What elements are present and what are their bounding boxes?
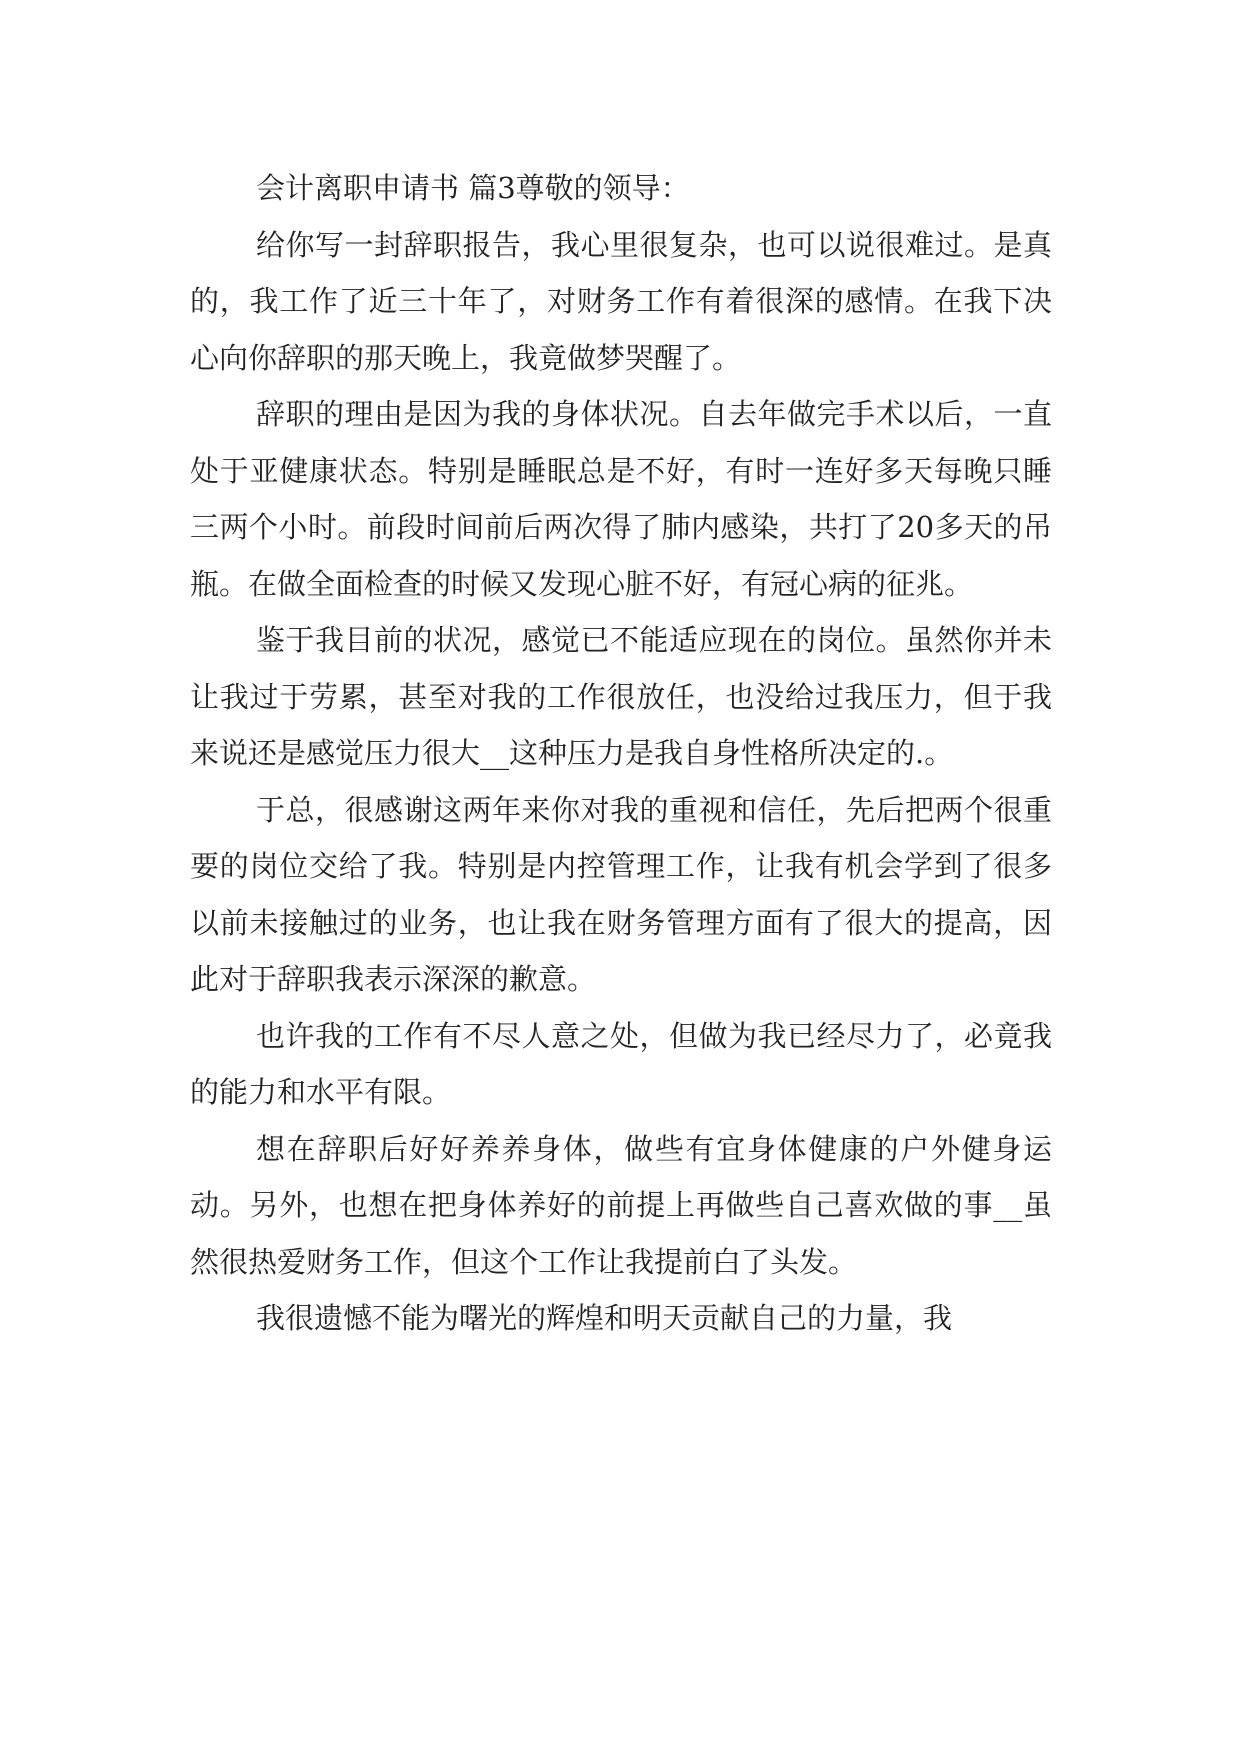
paragraph: 给你写一封辞职报告，我心里很复杂，也可以说很难过。是真的，我工作了近三十年了，对财务工作有着很深的感情。在我下决心向你辞职的那天晚上，我竟做梦哭醒了。 xyxy=(190,227,1052,375)
title-line: 会计离职申请书 篇3尊敬的领导： xyxy=(256,171,690,205)
paragraph: 辞职的理由是因为我的身体状况。自去年做完手术以后，一直处于亚健康状态。特别是睡眠总是不好，有时一连好多天每晚只睡三两个小时。前段时间前后两次得了肺内感染，共打了20多天的吊瓶。在做全面检查的时候又发现心脏不好，有冠心病的征兆。 xyxy=(190,397,1052,601)
paragraph: 鉴于我目前的状况，感觉已不能适应现在的岗位。虽然你并未让我过于劳累，甚至对我的工作很放任，也没给过我压力，但于我来说还是感觉压力很大__这种压力是我自身性格所决定的.。 xyxy=(190,623,1052,770)
paragraph: 想在辞职后好好养养身体，做些有宜身体健康的户外健身运动。另外，也想在把身体养好的前提上再做些自己喜欢做的事__虽然很热爱财务工作，但这个工作让我提前白了头发。 xyxy=(190,1131,1052,1279)
paragraph: 于总，很感谢这两年来你对我的重视和信任，先后把两个很重要的岗位交给了我。特别是内控管理工作，让我有机会学到了很多以前未接触过的业务，也让我在财务管理方面有了很大的提高，因此对于辞职我表示深深的歉意。 xyxy=(190,792,1052,996)
paragraph: 也许我的工作有不尽人意之处，但做为我已经尽力了，必竟我的能力和水平有限。 xyxy=(190,1018,1052,1109)
document-body xyxy=(190,160,1052,1347)
paragraph: 我很遗憾不能为曙光的辉煌和明天贡献自己的力量，我 xyxy=(256,1301,953,1335)
